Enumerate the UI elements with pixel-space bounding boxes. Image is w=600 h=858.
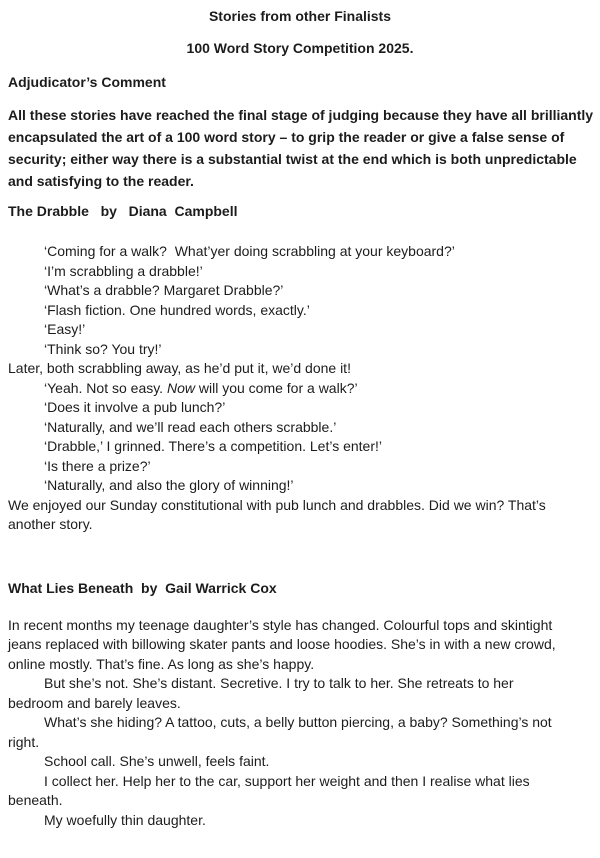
text-line [8, 418, 592, 438]
text-line [8, 340, 592, 360]
text-line [8, 457, 592, 477]
text-line [8, 713, 592, 733]
text-line [8, 476, 592, 496]
text-segment: ‘Is there a prize?’ [44, 457, 151, 474]
text-segment: another story. [8, 516, 93, 532]
text-segment: My woefully thin daughter. [44, 811, 206, 828]
text-segment: ‘Think so? You try!’ [44, 340, 162, 357]
text-line [8, 635, 592, 655]
text-line [8, 379, 592, 399]
text-segment: All these stories have reached the final stage of judging because they have all brilliantly [8, 107, 594, 123]
text-segment: ‘Does it involve a pub lunch?’ [44, 399, 226, 415]
story-section-what-lies-beneath [8, 578, 592, 831]
text-line [8, 104, 592, 126]
story-body-what-lies-beneath [8, 616, 592, 831]
text-segment: ‘Naturally, and we’ll read each others scrabble.’ [44, 418, 337, 435]
text-line [8, 655, 592, 675]
text-segment: encapsulated the art of a 100 word story – to grip the reader or give a false sense of [8, 129, 565, 145]
text-segment: online mostly. That’s fine. As long as she’s happy. [8, 655, 315, 672]
text-segment: What’s she hiding? A tattoo, cuts, a belly button piercing, a baby? Something’s not [44, 714, 552, 730]
text-line [8, 398, 592, 418]
text-line [8, 281, 592, 301]
text-line [8, 694, 592, 714]
document-title: Stories from other Finalists [208, 8, 392, 24]
italic-text-segment: Now [166, 379, 195, 396]
text-line [8, 791, 592, 811]
story-section-the-drabble [8, 201, 592, 535]
text-segment: In recent months my teenage daughter’s style has changed. Colourful tops and skintight [8, 616, 553, 633]
text-segment: security; either way there is a substantial twist at the end which is both unpredictable [8, 151, 577, 167]
text-line [8, 359, 592, 379]
text-line [8, 170, 592, 192]
text-segment: ‘Yeah. Not so easy. [44, 379, 167, 396]
text-segment: Later, both scrabbling away, as he’d put it, we’d done it! [8, 360, 351, 376]
text-line [8, 437, 592, 457]
text-segment: ‘Flash fiction. One hundred words, exactly.’ [44, 301, 310, 318]
text-line [8, 242, 592, 262]
text-segment: But she’s not. She’s distant. Secretive. I try to talk to her. She retreats to her [44, 675, 514, 691]
adjudicator-comment-heading: Adjudicator’s Comment [8, 74, 166, 90]
adjudicator-comment-paragraph [8, 104, 592, 192]
text-line [8, 515, 592, 535]
text-line [8, 616, 592, 636]
text-segment: right. [8, 733, 40, 750]
text-line [8, 772, 592, 792]
text-line [8, 674, 592, 694]
text-segment: I collect her. Help her to the car, support her weight and then I realise what lies [44, 772, 530, 789]
text-line [8, 320, 592, 340]
document-subtitle: 100 Word Story Competition 2025. [186, 40, 414, 56]
text-segment: ‘Coming for a walk? What’yer doing scrabbling at your keyboard?’ [44, 243, 455, 259]
text-segment: ‘Drabble,’ I grinned. There’s a competition. Let’s enter!’ [44, 438, 383, 454]
text-line [8, 148, 592, 170]
text-segment: We enjoyed our Sunday constitutional with pub lunch and drabbles. Did we win? That’s [8, 496, 546, 513]
text-segment: bedroom and barely leaves. [8, 694, 181, 711]
text-segment: beneath. [8, 792, 63, 808]
text-line [8, 301, 592, 321]
story-heading-what-lies-beneath: What Lies Beneath by Gail Warrick Cox [8, 579, 277, 596]
text-segment: ‘Easy!’ [44, 321, 86, 337]
text-line [8, 733, 592, 753]
text-line [8, 126, 592, 148]
text-segment: ‘I’m scrabbling a drabble!’ [44, 262, 203, 279]
text-segment: and satisfying to the reader. [8, 173, 194, 189]
text-segment: ‘Naturally, and also the glory of winning!’ [44, 477, 294, 493]
text-segment: jeans replaced with billowing skater pants and loose hoodies. She’s in with a new crowd, [8, 636, 556, 652]
text-segment: will you come for a walk?’ [194, 379, 358, 396]
story-heading-the-drabble: The Drabble by Diana Campbell [8, 203, 238, 219]
text-segment: ‘What’s a drabble? Margaret Drabble?’ [44, 282, 284, 298]
text-line [8, 811, 592, 831]
text-segment: School call. She’s unwell, feels faint. [44, 753, 270, 769]
text-line [8, 752, 592, 772]
text-line [8, 262, 592, 282]
story-body-the-drabble [8, 242, 592, 535]
text-line [8, 496, 592, 516]
